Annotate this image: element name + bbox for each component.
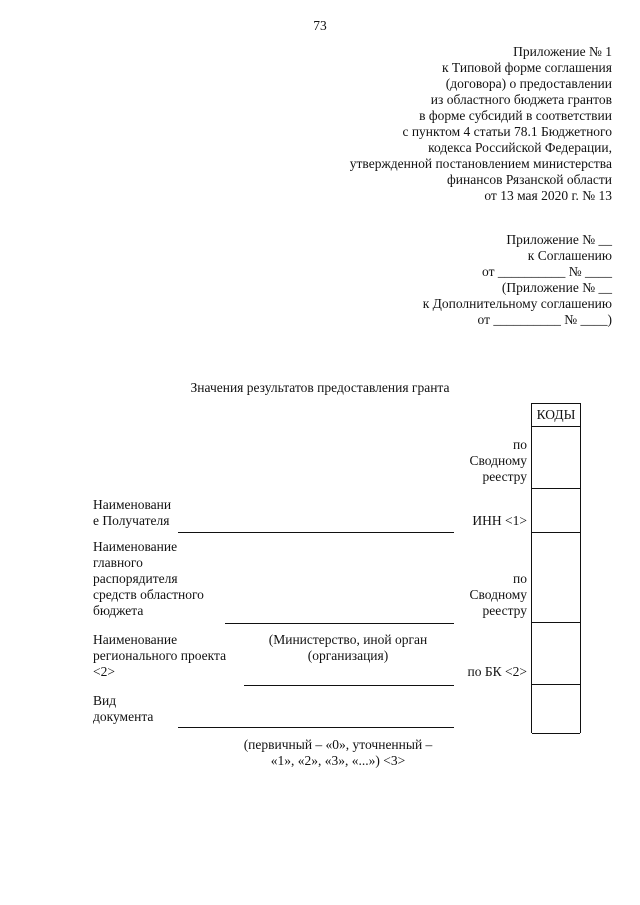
doc-type-input-line[interactable] (178, 727, 454, 728)
appendix-2-line: (Приложение № __ (501, 280, 612, 295)
appendix-1-line: к Типовой форме соглашения (442, 60, 612, 75)
appendix-1-line: финансов Рязанской области (447, 172, 612, 187)
appendix-2-line: к Соглашению (527, 248, 612, 263)
appendix-1-line: утвержденной постановлением министерства (349, 156, 612, 171)
label-line: по (513, 437, 527, 452)
hint-line: (организация) (307, 648, 389, 663)
label-line: распорядителя (93, 571, 178, 586)
code-cell-doc[interactable] (532, 685, 580, 734)
code-cell-inn[interactable] (532, 489, 580, 533)
label-line: Сводному (469, 453, 527, 468)
appendix-1-line: (договора) о предоставлении (445, 76, 612, 91)
manager-label (93, 539, 204, 619)
project-hint (248, 632, 448, 664)
hint-line: (Министерство, иной орган (268, 632, 428, 647)
bk-label: по БК <2> (467, 664, 527, 679)
label-line: Наименование (93, 539, 178, 554)
appendix-2-line: от __________ № ____) (477, 312, 612, 327)
recipient-label (93, 497, 171, 529)
appendix-1-header (350, 44, 612, 204)
label-line: главного (93, 555, 143, 570)
hint-line: (первичный – «0», уточненный – (243, 737, 433, 752)
appendix-1-line: кодекса Российской Федерации, (428, 140, 612, 155)
appendix-1-line: из областного бюджета грантов (430, 92, 612, 107)
recipient-input-line[interactable] (178, 532, 454, 533)
appendix-2-line: к Дополнительному соглашению (422, 296, 612, 311)
project-label (93, 632, 226, 680)
label-line: регионального проекта (93, 648, 227, 663)
label-line: по (513, 571, 527, 586)
hint-line: «1», «2», «3», «...») <3> (270, 753, 406, 768)
label-line: <2> (93, 664, 115, 679)
code-cell-bk[interactable] (532, 623, 580, 685)
label-line: бюджета (93, 603, 144, 618)
codes-header: КОДЫ (532, 403, 580, 427)
project-input-line[interactable] (244, 685, 454, 686)
page-number: 73 (313, 18, 327, 33)
appendix-1-line: Приложение № 1 (513, 44, 612, 59)
appendix-1-line: с пунктом 4 статьи 78.1 Бюджетного (402, 124, 612, 139)
label-line: Наименование (93, 632, 178, 647)
doc-type-hint (200, 737, 476, 769)
appendix-agreement-header (423, 232, 612, 328)
label-line: Наименовани (93, 497, 172, 512)
codes-column (531, 403, 581, 733)
appendix-1-line: от 13 мая 2020 г. № 13 (484, 188, 612, 203)
label-line: реестру (482, 603, 527, 618)
code-cell-svod-1[interactable] (532, 426, 580, 489)
appendix-2-line: от __________ № ____ (482, 264, 612, 279)
form-title: Значения результатов предоставления гранта (190, 380, 450, 395)
doc-type-label (93, 693, 153, 725)
label-line: средств областного (93, 587, 204, 602)
appendix-1-line: в форме субсидий в соответствии (419, 108, 612, 123)
label-line: Сводному (469, 587, 527, 602)
svod-registry-label-1 (469, 437, 527, 485)
code-cell-svod-2[interactable] (532, 533, 580, 623)
appendix-2-line: Приложение № __ (506, 232, 612, 247)
label-line: Вид (93, 693, 117, 708)
inn-label: ИНН <1> (472, 513, 527, 528)
label-line: реестру (482, 469, 527, 484)
svod-registry-label-2 (469, 571, 527, 619)
label-line: документа (93, 709, 154, 724)
manager-input-line[interactable] (225, 623, 454, 624)
label-line: е Получателя (93, 513, 170, 528)
